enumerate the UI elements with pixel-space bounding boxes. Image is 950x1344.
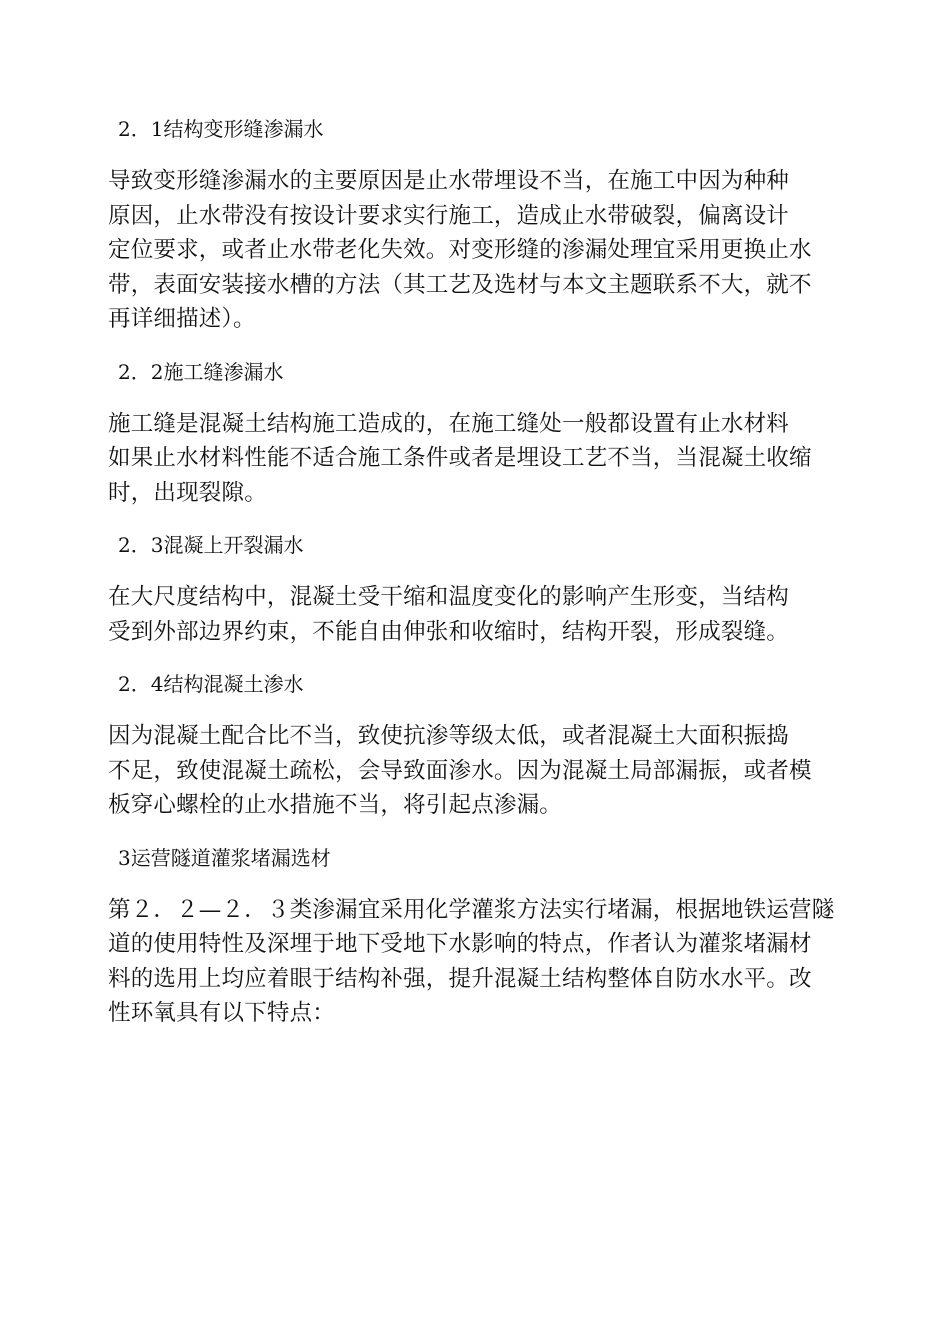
paragraph-line: 导致变形缝渗漏水的主要原因是止水带埋设不当，在施工中因为种种 <box>108 168 790 194</box>
paragraph-line: 不足，致使混凝土疏松，会导致面渗水。因为混凝土局部漏振，或者模 <box>108 757 812 784</box>
section-paragraph-2-1 <box>108 164 844 337</box>
paragraph-line: 带，表面安装接水槽的方法（其工艺及选材与本文主题联系不大，就不 <box>108 271 812 298</box>
section-heading-2-1: 2．1结构变形缝渗漏水 <box>118 117 324 141</box>
paragraph-line: 在大尺度结构中，混凝土受干缩和温度变化的影响产生形变，当结构 <box>108 584 790 610</box>
paragraph-line: 定位要求，或者止水带老化失效。对变形缝的渗漏处理宜采用更换止水 <box>108 237 812 263</box>
document-body <box>108 112 844 1031</box>
paragraph-line: 第２．２—２．３类渗漏宜采用化学灌浆方法实行堵漏，根据地铁运营隧 <box>108 896 835 923</box>
paragraph-line: 原因，止水带没有按设计要求实行施工，造成止水带破裂，偏离设计 <box>108 202 790 229</box>
section-paragraph-2-2 <box>108 407 844 511</box>
paragraph-line: 再详细描述）。 <box>108 306 256 332</box>
paragraph-line: 施工缝是混凝土结构施工造成的，在施工缝处一般都设置有止水材料 <box>108 410 790 437</box>
section-heading-2-2: 2．2施工缝渗漏水 <box>118 359 284 384</box>
section-paragraph-3 <box>108 893 844 1031</box>
paragraph-line: 料的选用上均应着眼于结构补强，提升混凝土结构整体自防水水平。改 <box>108 965 812 992</box>
section-paragraph-2-4 <box>108 719 844 823</box>
section-heading-2-3: 2．3混凝上开裂漏水 <box>118 533 304 557</box>
paragraph-line: 性环氧具有以下特点： <box>108 1000 336 1026</box>
paragraph-line: 时，出现裂隙。 <box>108 479 267 506</box>
paragraph-line: 板穿心螺栓的止水措施不当，将引起点渗漏。 <box>108 792 563 818</box>
paragraph-line: 受到外部边界约束，不能自由伸张和收缩时，结构开裂，形成裂缝。 <box>108 618 790 645</box>
section-paragraph-2-3 <box>108 580 844 649</box>
paragraph-line: 如果止水材料性能不适合施工条件或者是埋设工艺不当，当混凝土收缩 <box>108 445 812 471</box>
paragraph-line: 因为混凝土配合比不当，致使抗渗等级太低，或者混凝土大面积振捣 <box>108 723 790 749</box>
section-heading-2-4: 2．4结构混凝土渗水 <box>118 672 304 696</box>
section-heading-3: 3运营隧道灌浆堵漏选材 <box>118 845 331 870</box>
paragraph-line: 道的使用特性及深埋于地下受地下水影响的特点，作者认为灌浆堵漏材 <box>108 931 812 957</box>
